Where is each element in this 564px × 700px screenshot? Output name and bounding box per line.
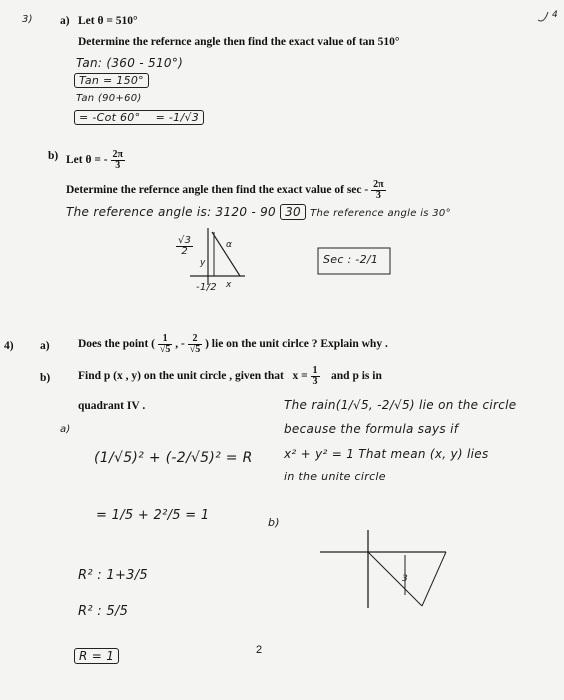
q3b-instruction-den: 3	[375, 190, 381, 201]
q3a-work-line2: Tan = 150°	[74, 73, 149, 88]
work-b-marker: b)	[268, 516, 280, 529]
q4b-x-eq: x =	[292, 370, 308, 383]
b-diagram-label: 3	[402, 574, 409, 584]
q3a-work-answer	[74, 110, 204, 125]
page-number: 2	[256, 644, 263, 656]
explain-line1: The rain(1/√5, -2/√5) lie on the circle	[284, 398, 517, 412]
q3a-work-line4a: = -Cot 60°	[79, 111, 141, 124]
q3a-label: a)	[60, 15, 70, 27]
q3b-ref-box: 30	[280, 204, 306, 220]
work-eq2: = 1/5 + 2²/5 = 1	[96, 508, 210, 523]
work-a-marker: a)	[60, 424, 71, 435]
q4a-label: a)	[40, 340, 50, 352]
q3a-work-line4b: = -1/√3	[155, 111, 200, 124]
diagram-x-value: -1/2	[196, 282, 217, 293]
b-diagram-side	[422, 552, 446, 606]
diagram-small-x: x	[226, 280, 232, 290]
q4-label: 4)	[4, 340, 14, 352]
q4a-p2-num: 2	[188, 334, 203, 345]
diagram-y-value	[176, 236, 193, 257]
q3b-instruction-prefix: Determine the refernce angle then find the exact value of sec -	[66, 184, 369, 197]
q3a-let: Let θ = 510°	[78, 15, 138, 27]
checkmark-icon	[538, 12, 548, 21]
q3a-work-line3: Tan (90+60)	[76, 93, 142, 104]
work-eq1: (1/√5)² + (-2/√5)² = R	[94, 450, 253, 466]
work-eq4: R² : 5/5	[78, 604, 129, 619]
q4b-x-num: 1	[312, 365, 318, 376]
diagram-y-den: 2	[181, 246, 188, 257]
q4b-x-den: 3	[312, 376, 318, 387]
q4a-p2-den: √5	[189, 344, 201, 355]
diagram-terminal-side	[212, 232, 240, 276]
page-corner-mark: 4	[552, 10, 559, 20]
q3b-let	[66, 150, 125, 171]
q4b-text	[78, 366, 382, 387]
q4a-suffix: ) lie on the unit cirlce ? Explain why .	[205, 338, 388, 351]
b-diagram-hyp	[368, 552, 422, 606]
sec-answer: Sec : -2/1	[323, 253, 379, 266]
q3b-let-den: 3	[115, 160, 121, 171]
q3b-instruction	[66, 180, 386, 201]
q4b-suffix: and p is in	[331, 370, 382, 383]
diagram-angle: α	[226, 240, 233, 250]
work-eq5: R = 1	[74, 648, 119, 664]
q3b-let-fraction	[111, 150, 125, 171]
q4a-p1-num: 1	[158, 334, 173, 345]
q3a-work-line1: Tan: (360 - 510°)	[76, 56, 184, 70]
q3b-ref-line	[66, 205, 451, 219]
diagram-small-y: y	[200, 258, 206, 268]
q3b-instruction-num: 2π	[373, 179, 384, 190]
work-eq3: R² : 1+3/5	[78, 568, 148, 583]
explain-line4: in the unite circle	[284, 470, 386, 483]
q3b-label: b)	[48, 150, 59, 162]
q3-margin-marker: 3)	[22, 14, 33, 25]
q4a-sep: , -	[175, 338, 185, 351]
explain-line2: because the formula says if	[284, 422, 459, 436]
q3a-instruction: Determine the refernce angle then find the exact value of tan 510°	[78, 36, 400, 48]
q4b-prefix: Find p (x , y) on the unit circle , given that	[78, 370, 284, 383]
q4b-line2: quadrant IV .	[78, 400, 146, 412]
q4a-p1-den: √5	[159, 344, 171, 355]
diagram-y-num: √3	[178, 235, 192, 246]
explain-line3: x² + y² = 1 That mean (x, y) lies	[284, 447, 489, 461]
q4a-text	[78, 334, 388, 355]
q4a-prefix: Does the point (	[78, 338, 155, 351]
q3b-instruction-fraction	[371, 180, 385, 201]
q3b-let-num: 2π	[112, 149, 123, 160]
q3b-ref-a: The reference angle is: 3120 - 90	[66, 205, 276, 219]
q4b-label: b)	[40, 372, 51, 384]
q3b-ref-b: The reference angle is 30°	[310, 208, 451, 219]
q3b-let-prefix: Let θ = -	[66, 154, 108, 167]
